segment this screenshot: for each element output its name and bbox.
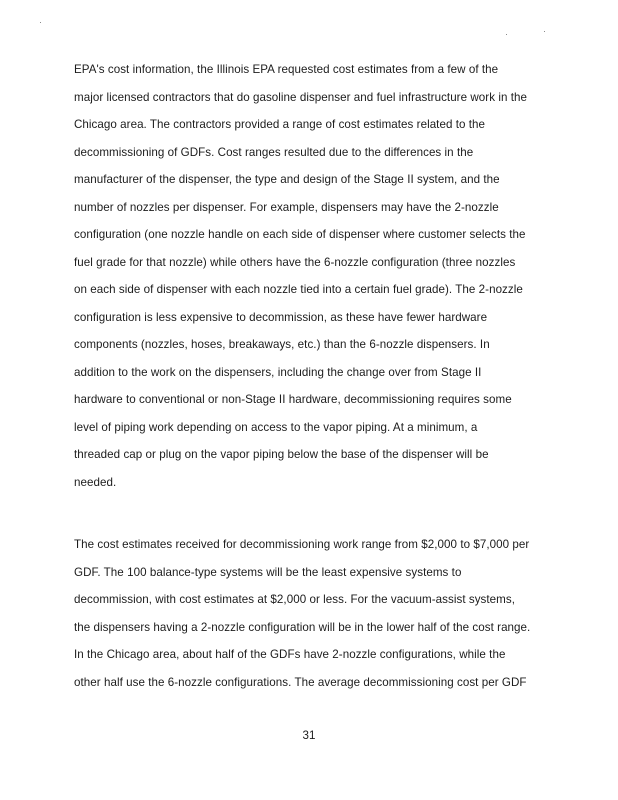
text-line: decommission, with cost estimates at $2,000 or less. For the vacuum-assist systems,	[74, 593, 516, 606]
text-line: number of nozzles per dispenser. For example, dispensers may have the 2-nozzle	[74, 200, 499, 214]
text-line: other half use the 6-nozzle configurations. The average decommissioning cost per GDF	[74, 675, 527, 689]
scan-speck	[40, 22, 41, 23]
text-line: level of piping work depending on access to the vapor piping. At a minimum, a	[74, 420, 478, 434]
text-line: fuel grade for that nozzle) while others have the 6-nozzle configuration (three nozzles	[74, 255, 516, 269]
text-line: manufacturer of the dispenser, the type and design of the Stage II system, and the	[74, 173, 500, 186]
body-paragraph	[74, 56, 554, 496]
text-line: The cost estimates received for decommissioning work range from $2,000 to $7,000 per	[74, 538, 530, 551]
text-line: the dispensers having a 2-nozzle configuration will be in the lower half of the cost range.	[74, 620, 531, 634]
page-number: 31	[302, 729, 316, 742]
text-line: components (nozzles, hoses, breakaways, etc.) than the 6-nozzle dispensers. In	[74, 338, 490, 351]
text-line: major licensed contractors that do gasoline dispenser and fuel infrastructure work in the	[74, 90, 527, 104]
text-line: needed.	[74, 475, 117, 489]
text-line: GDF. The 100 balance-type systems will be the least expensive systems to	[74, 565, 462, 579]
scan-speck	[506, 34, 507, 35]
text-line: addition to the work on the dispensers, including the change over from Stage II	[74, 365, 482, 379]
text-line: on each side of dispenser with each nozzle tied into a certain fuel grade). The 2-nozzle	[74, 283, 523, 296]
text-line: Chicago area. The contractors provided a range of cost estimates related to the	[74, 118, 486, 131]
text-line: configuration (one nozzle handle on each side of dispenser where customer selects the	[74, 228, 526, 241]
text-line: EPA's cost information, the Illinois EPA requested cost estimates from a few of the	[74, 63, 499, 76]
text-line: configuration is less expensive to decommission, as these have fewer hardware	[74, 310, 488, 324]
text-line: hardware to conventional or non-Stage II hardware, decommissioning requires some	[74, 393, 512, 406]
body-paragraph	[74, 531, 554, 696]
scan-speck	[544, 31, 545, 32]
text-line: decommissioning of GDFs. Cost ranges resulted due to the differences in the	[74, 145, 474, 159]
text-line: threaded cap or plug on the vapor piping below the base of the dispenser will be	[74, 448, 489, 461]
text-line: In the Chicago area, about half of the GDFs have 2-nozzle configurations, while the	[74, 648, 506, 661]
